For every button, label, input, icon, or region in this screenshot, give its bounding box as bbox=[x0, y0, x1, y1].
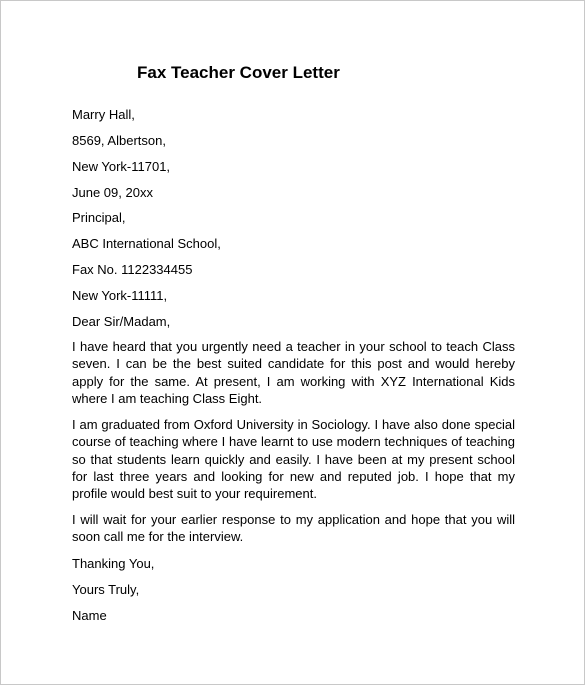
body-paragraph-1: I have heard that you urgently need a teacher in your school to teach Class seven. I can be the best suited candidate for this post and would hereby apply for the same. At present, I am working with XYZ International Kids where I am teaching Class Eight. bbox=[72, 339, 515, 406]
recipient-city: New York-11111, bbox=[72, 288, 168, 303]
salutation: Dear Sir/Madam, bbox=[72, 314, 171, 329]
recipient-organization: ABC International School, bbox=[72, 236, 221, 251]
sender-street: 8569, Albertson, bbox=[72, 133, 166, 148]
signature-name: Name bbox=[72, 608, 107, 623]
closing-signoff: Yours Truly, bbox=[72, 582, 140, 597]
body-paragraph-3: I will wait for your earlier response to my application and hope that you will soon call me for the interview. bbox=[72, 512, 515, 545]
document-title: Fax Teacher Cover Letter bbox=[137, 63, 340, 82]
letter-date: June 09, 20xx bbox=[72, 185, 153, 200]
sender-city: New York-11701, bbox=[72, 159, 171, 174]
recipient-fax: Fax No. 1122334455 bbox=[72, 262, 193, 277]
recipient-title: Principal, bbox=[72, 210, 126, 225]
sender-name: Marry Hall, bbox=[72, 107, 135, 122]
closing-thanks: Thanking You, bbox=[72, 556, 155, 571]
body-paragraph-2: I am graduated from Oxford University in Sociology. I have also done special course of teaching where I have learnt to use modern techniques of teaching so that students learn quickly and easily. I have been at my present school for last three years and looking for new and reputed job. I hope that my profile would best suit to your requirement. bbox=[72, 417, 515, 502]
